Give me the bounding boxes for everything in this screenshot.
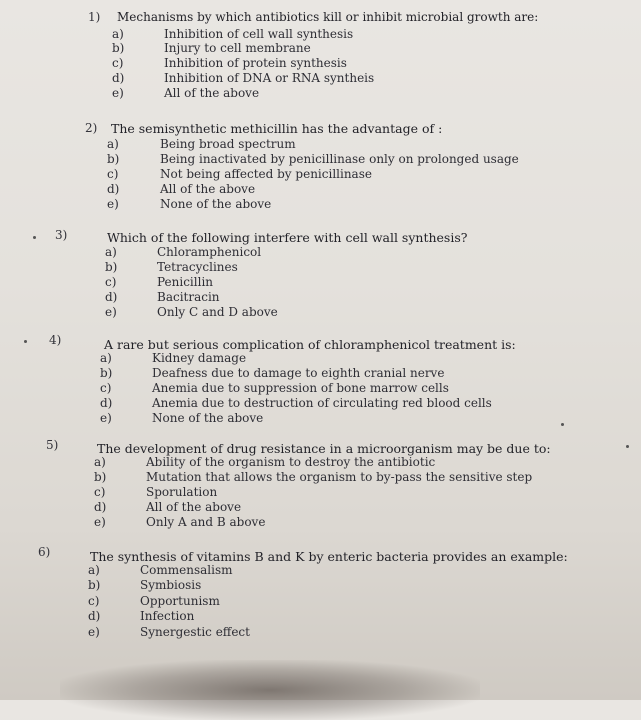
option-letter: e) — [112, 86, 124, 100]
question-number: 2) — [85, 121, 98, 135]
option-text: Inhibition of cell wall synthesis — [164, 27, 354, 41]
option-letter: d) — [88, 609, 101, 623]
option-text: All of the above — [164, 86, 260, 100]
option-text: Commensalism — [140, 563, 233, 577]
option-text: Opportunism — [140, 594, 220, 608]
option-text: Penicillin — [157, 275, 214, 289]
option-letter: e) — [107, 197, 119, 211]
option-letter: c) — [105, 275, 117, 289]
option-text: None of the above — [152, 411, 264, 425]
option-letter: a) — [94, 455, 106, 469]
option-text: Only A and B above — [146, 515, 266, 529]
option-letter: d) — [107, 182, 120, 196]
question-number: 3) — [55, 228, 68, 242]
option-text: Anemia due to destruction of circulating red blood cells — [152, 396, 492, 410]
option-text: Symbiosis — [140, 578, 202, 592]
option-text: Kidney damage — [152, 351, 247, 365]
option-letter: b) — [112, 41, 125, 55]
option-text: Not being affected by penicillinase — [160, 167, 372, 181]
option-letter: b) — [107, 152, 120, 166]
option-letter: b) — [88, 578, 101, 592]
stray-mark — [33, 236, 36, 239]
option-text: Deafness due to damage to eighth cranial nerve — [152, 366, 445, 380]
option-text: Chloramphenicol — [157, 245, 262, 259]
option-text: Sporulation — [146, 485, 218, 499]
option-letter: c) — [94, 485, 106, 499]
option-letter: b) — [105, 260, 118, 274]
stray-mark — [626, 445, 629, 448]
option-text: Ability of the organism to destroy the antibiotic — [146, 455, 436, 469]
option-text: None of the above — [160, 197, 272, 211]
option-letter: b) — [94, 470, 107, 484]
option-letter: c) — [88, 594, 100, 608]
option-text: Inhibition of DNA or RNA syntheis — [164, 71, 375, 85]
question-text: Which of the following interfere with cell wall synthesis? — [107, 230, 468, 245]
option-letter: d) — [94, 500, 107, 514]
option-text: All of the above — [146, 500, 242, 514]
option-text: Injury to cell membrane — [164, 41, 311, 55]
option-letter: a) — [105, 245, 117, 259]
option-letter: e) — [100, 411, 112, 425]
question-number: 6) — [38, 545, 51, 559]
question-text: A rare but serious complication of chloramphenicol treatment is: — [104, 337, 516, 352]
option-text: Being broad spectrum — [160, 137, 296, 151]
option-text: Anemia due to suppression of bone marrow cells — [152, 381, 449, 395]
option-text: All of the above — [160, 182, 256, 196]
question-text: Mechanisms by which antibiotics kill or inhibit microbial growth are: — [117, 10, 539, 24]
option-text: Being inactivated by penicillinase only on prolonged usage — [160, 152, 519, 166]
option-letter: d) — [100, 396, 113, 410]
question-text: The semisynthetic methicillin has the advantage of : — [111, 121, 443, 136]
option-text: Bacitracin — [157, 290, 220, 304]
option-letter: d) — [112, 71, 125, 85]
option-text: Infection — [140, 609, 195, 623]
option-letter: c) — [112, 56, 124, 70]
option-text: Tetracyclines — [157, 260, 238, 274]
option-letter: b) — [100, 366, 113, 380]
option-letter: e) — [88, 625, 100, 639]
question-number: 5) — [46, 438, 59, 452]
stray-mark — [561, 423, 564, 426]
photo-shadow — [60, 660, 480, 720]
option-letter: e) — [105, 305, 117, 319]
stray-mark — [24, 340, 27, 343]
question-number: 1) — [88, 10, 101, 24]
question-number: 4) — [49, 333, 62, 347]
option-letter: d) — [105, 290, 118, 304]
question-text: The development of drug resistance in a microorganism may be due to: — [97, 441, 551, 456]
option-letter: e) — [94, 515, 106, 529]
question-text: The synthesis of vitamins B and K by enteric bacteria provides an example: — [90, 549, 568, 564]
option-letter: a) — [88, 563, 100, 577]
option-letter: c) — [107, 167, 119, 181]
option-text: Synergestic effect — [140, 625, 250, 639]
option-text: Inhibition of protein synthesis — [164, 56, 347, 70]
option-letter: c) — [100, 381, 112, 395]
option-letter: a) — [112, 27, 124, 41]
option-text: Only C and D above — [157, 305, 278, 319]
option-text: Mutation that allows the organism to by-pass the sensitive step — [146, 470, 533, 484]
option-letter: a) — [100, 351, 112, 365]
option-letter: a) — [107, 137, 119, 151]
